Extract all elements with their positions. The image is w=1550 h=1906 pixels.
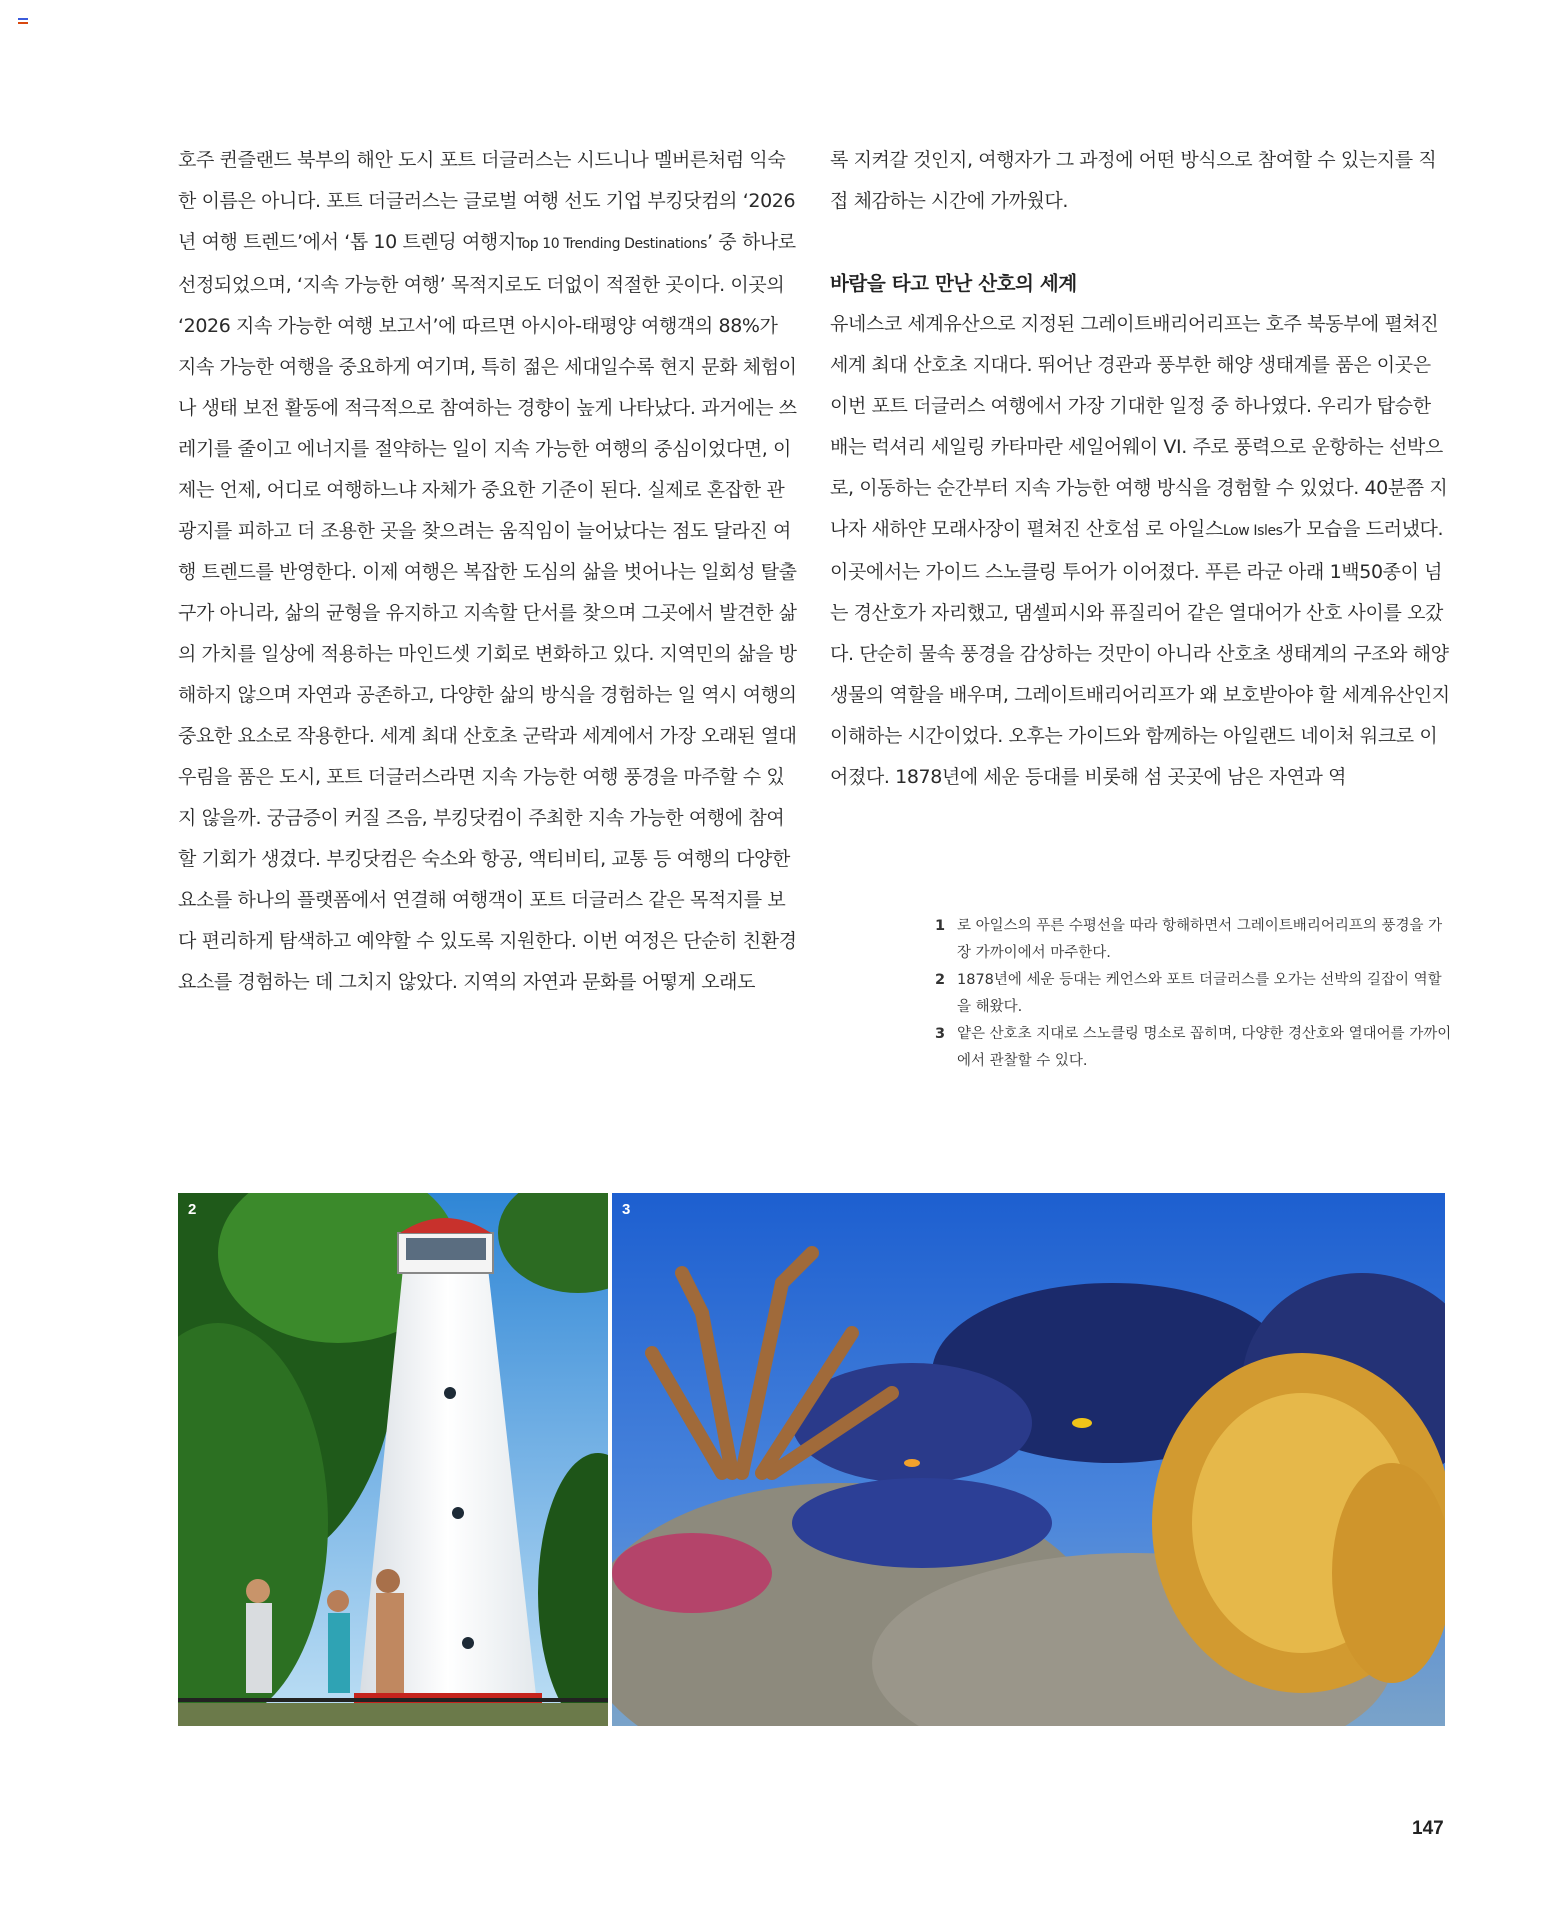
menu-icon	[18, 18, 28, 25]
article-paragraph: 호주 퀸즐랜드 북부의 해안 도시 포트 더글러스는 시드니나 멜버른처럼 익숙한 이름은 아니다. 포트 더글러스는 글로벌 여행 선도 기업 부킹닷컴의 ‘2026년 여행 트렌드’에서 ‘톱 10 트렌딩 여행지Top 10 Trending Destinations’ 중 하나로 선정되었으며, ‘지속 가능한 여행’ 목적지로도 더없이 적절한 곳이다. 이곳의 ‘2026 지속 가능한 여행 보고서’에 따르면 아시아-태평양 여행객의 88%가 지속 가능한 여행을 중요하게 여기며, 특히 젊은 세대일수록 현지 문화 체험이나 생태 보전 활동에 적극적으로 참여하는 경향이 높게 나타났다. 과거에는 쓰레기를 줄이고 에너지를 절약하는 일이 지속 가능한 여행의 중심이었다면, 이제는 언제, 어디로 여행하느냐 자체가 중요한 기준이 된다. 실제로 혼잡한 관광지를 피하고 더 조용한 곳을 찾으려는 움직임이 늘어났다는 점도 달라진 여행 트렌드를 반영한다. 이제 여행은 복잡한 도심의 삶을 벗어나는 일회성 탈출구가 아니라, 삶의 균형을 유지하고 지속할 단서를 찾으며 그곳에서 발견한 삶의 가치를 일상에 적용하는 마인드셋 기회로 변화하고 있다. 지역민의 삶을 방해하지 않으며 자연과 공존하고, 다양한 삶의 방식을 경험하는 일 역시 여행의 중요한 요소로 작용한다. 세계 최대 산호초 군락과 세계에서 가장 오래된 열대우림을 품은 도시, 포트 더글러스라면 지속 가능한 여행 풍경을 마주할 수 있지 않을까. 궁금증이 커질 즈음, 부킹닷컴이 주최한 지속 가능한 여행에 참여할 기회가 생겼다. 부킹닷컴은 숙소와 항공, 액티비티, 교통 등 여행의 다양한 요소를 하나의 플랫폼에서 연결해 여행객이 포트 더글러스 같은 목적지를 보다 편리하게 탐색하고 예약할 수 있도록 지원한다. 이번 여정은 단순히 친환경 요소를 경험하는 데 그치지 않았다. 지역의 자연과 문화를 어떻게 오래도	[178, 149, 797, 993]
caption-number: 3	[935, 1026, 946, 1042]
page-number: 147	[1412, 1818, 1444, 1839]
caption-item	[935, 1021, 1455, 1075]
caption-item	[935, 913, 1455, 967]
photo-number: 2	[188, 1201, 197, 1218]
latin-term: Top 10 Trending Destinations	[515, 236, 707, 252]
article-paragraph: 유네스코 세계유산으로 지정된 그레이트배리어리프는 호주 북동부에 펼쳐진 세계 최대 산호초 지대다. 뛰어난 경관과 풍부한 해양 생태계를 품은 이곳은 이번 포트 더글러스 여행에서 가장 기대한 일정 중 하나였다. 우리가 탑승한 배는 럭셔리 세일링 카타마란 세일어웨이 VI. 주로 풍력으로 운항하는 선박으로, 이동하는 순간부터 지속 가능한 여행 방식을 경험할 수 있었다. 40분쯤 지나자 새하얀 모래사장이 펼쳐진 산호섬 로 아일스Low Isles가 모습을 드러냈다. 이곳에서는 가이드 스노클링 투어가 이어졌다. 푸른 라군 아래 1백50종이 넘는 경산호가 자리했고, 댐셀피시와 퓨질리어 같은 열대어가 산호 사이를 오갔다. 단순히 물속 풍경을 감상하는 것만이 아니라 산호초 생태계의 구조와 해양 생물의 역할을 배우며, 그레이트배리어리프가 왜 보호받아야 할 세계유산인지 이해하는 시간이었다. 오후는 가이드와 함께하는 아일랜드 네이처 워크로 이어졌다. 1878년에 세운 등대를 비롯해 섬 곳곳에 남은 자연과 역	[830, 313, 1450, 788]
section-title: 바람을 타고 만난 산호의 세계	[830, 272, 1077, 295]
article-left-column	[178, 140, 800, 1003]
article-right-column	[830, 140, 1452, 798]
latin-term: Low Isles	[1222, 523, 1283, 539]
coral-reef-photo	[612, 1193, 1445, 1726]
caption-text: 얕은 산호초 지대로 스노클링 명소로 꼽히며, 다양한 경산호와 열대어를 가까이에서 관찰할 수 있다.	[957, 1026, 1452, 1069]
lighthouse-illustration	[178, 1193, 608, 1726]
photo-number: 3	[622, 1201, 631, 1218]
lighthouse-photo	[178, 1193, 608, 1726]
caption-item	[935, 967, 1455, 1021]
caption-text: 1878년에 세운 등대는 케언스와 포트 더글러스를 오가는 선박의 길잡이 역할을 해왔다.	[957, 972, 1442, 1015]
caption-number: 1	[935, 918, 946, 934]
coral-reef-illustration	[612, 1193, 1445, 1726]
caption-text: 로 아일스의 푸른 수평선을 따라 항해하면서 그레이트배리어리프의 풍경을 가장 가까이에서 마주한다.	[957, 918, 1443, 961]
article-paragraph: 록 지켜갈 것인지, 여행자가 그 과정에 어떤 방식으로 참여할 수 있는지를 직접 체감하는 시간에 가까웠다.	[830, 149, 1437, 212]
caption-number: 2	[935, 972, 946, 988]
photo-captions	[935, 913, 1455, 1075]
